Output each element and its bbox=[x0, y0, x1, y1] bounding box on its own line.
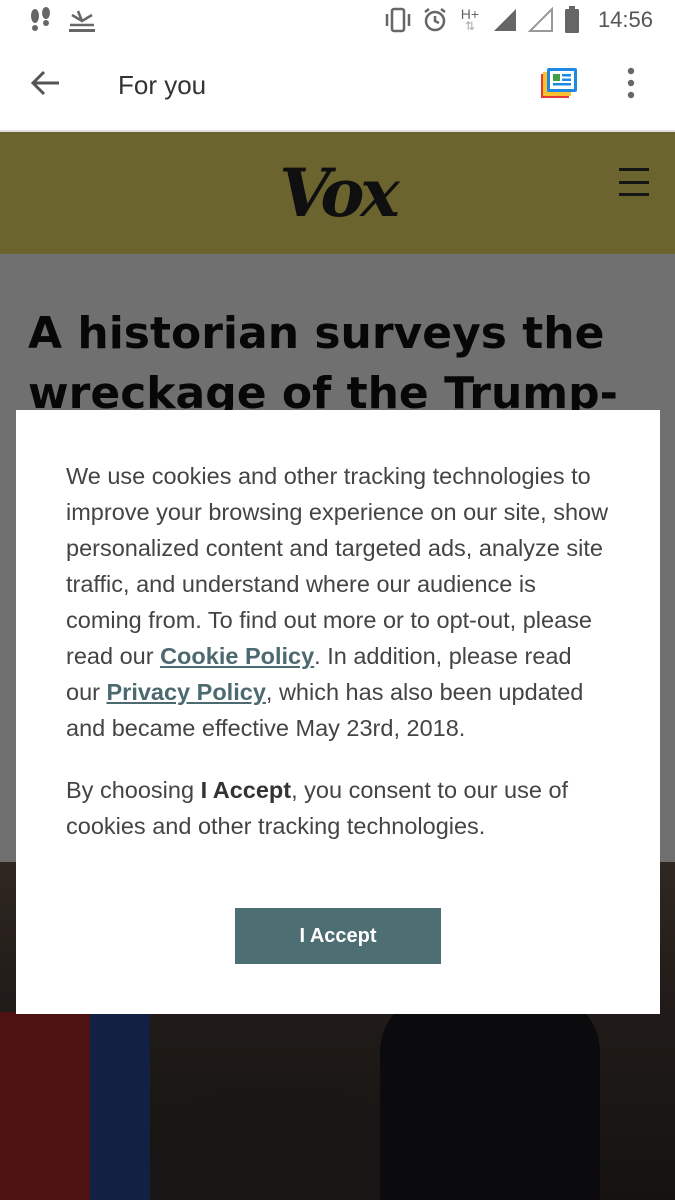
flight-mode-icon bbox=[68, 7, 96, 33]
status-left-icons bbox=[28, 6, 96, 34]
signal-empty-icon bbox=[528, 7, 554, 33]
vibrate-icon bbox=[384, 7, 412, 33]
consent-text-part: , you consent to our use of cookies and other tracking technologies. bbox=[66, 777, 569, 839]
cookie-consent-dialog bbox=[16, 410, 660, 1014]
data-arrows-icon: H+ ⇅ bbox=[460, 6, 480, 33]
app-actions bbox=[535, 61, 655, 109]
alarm-icon bbox=[422, 7, 448, 33]
cookie-text-part: , which has also been updated and became effective May 23rd, 2018. bbox=[66, 679, 584, 741]
footsteps-icon bbox=[28, 6, 52, 34]
consent-strong-text: I Accept bbox=[200, 777, 292, 803]
status-right-icons bbox=[384, 6, 653, 34]
privacy-policy-link[interactable]: Privacy Policy bbox=[106, 679, 266, 705]
network-type-label: H+ bbox=[460, 6, 480, 22]
cookie-notice-text bbox=[66, 458, 610, 746]
cookie-text-part: We use cookies and other tracking technologies to improve your browsing experience on our site, show personalized content and targeted ads, analyze site traffic, and understand where our audience is coming from. To find out more or to opt-out, please read our bbox=[66, 463, 609, 669]
cookie-text-part: . In addition, please read our bbox=[66, 643, 572, 705]
back-button[interactable] bbox=[16, 55, 76, 115]
status-bar bbox=[0, 0, 675, 40]
back-arrow-icon bbox=[31, 70, 61, 101]
google-news-button[interactable] bbox=[535, 61, 583, 109]
battery-icon bbox=[564, 6, 580, 34]
consent-text-part: By choosing bbox=[66, 777, 201, 803]
cookie-policy-link[interactable]: Cookie Policy bbox=[160, 643, 315, 669]
google-news-icon bbox=[539, 66, 579, 105]
status-time: 14:56 bbox=[597, 7, 653, 32]
signal-icon bbox=[492, 7, 518, 33]
more-vert-icon bbox=[626, 67, 636, 104]
page-title: For you bbox=[118, 69, 207, 100]
accept-button[interactable]: I Accept bbox=[235, 908, 441, 964]
consent-notice-text bbox=[66, 772, 610, 844]
app-bar bbox=[0, 40, 675, 132]
more-options-button[interactable] bbox=[607, 61, 655, 109]
